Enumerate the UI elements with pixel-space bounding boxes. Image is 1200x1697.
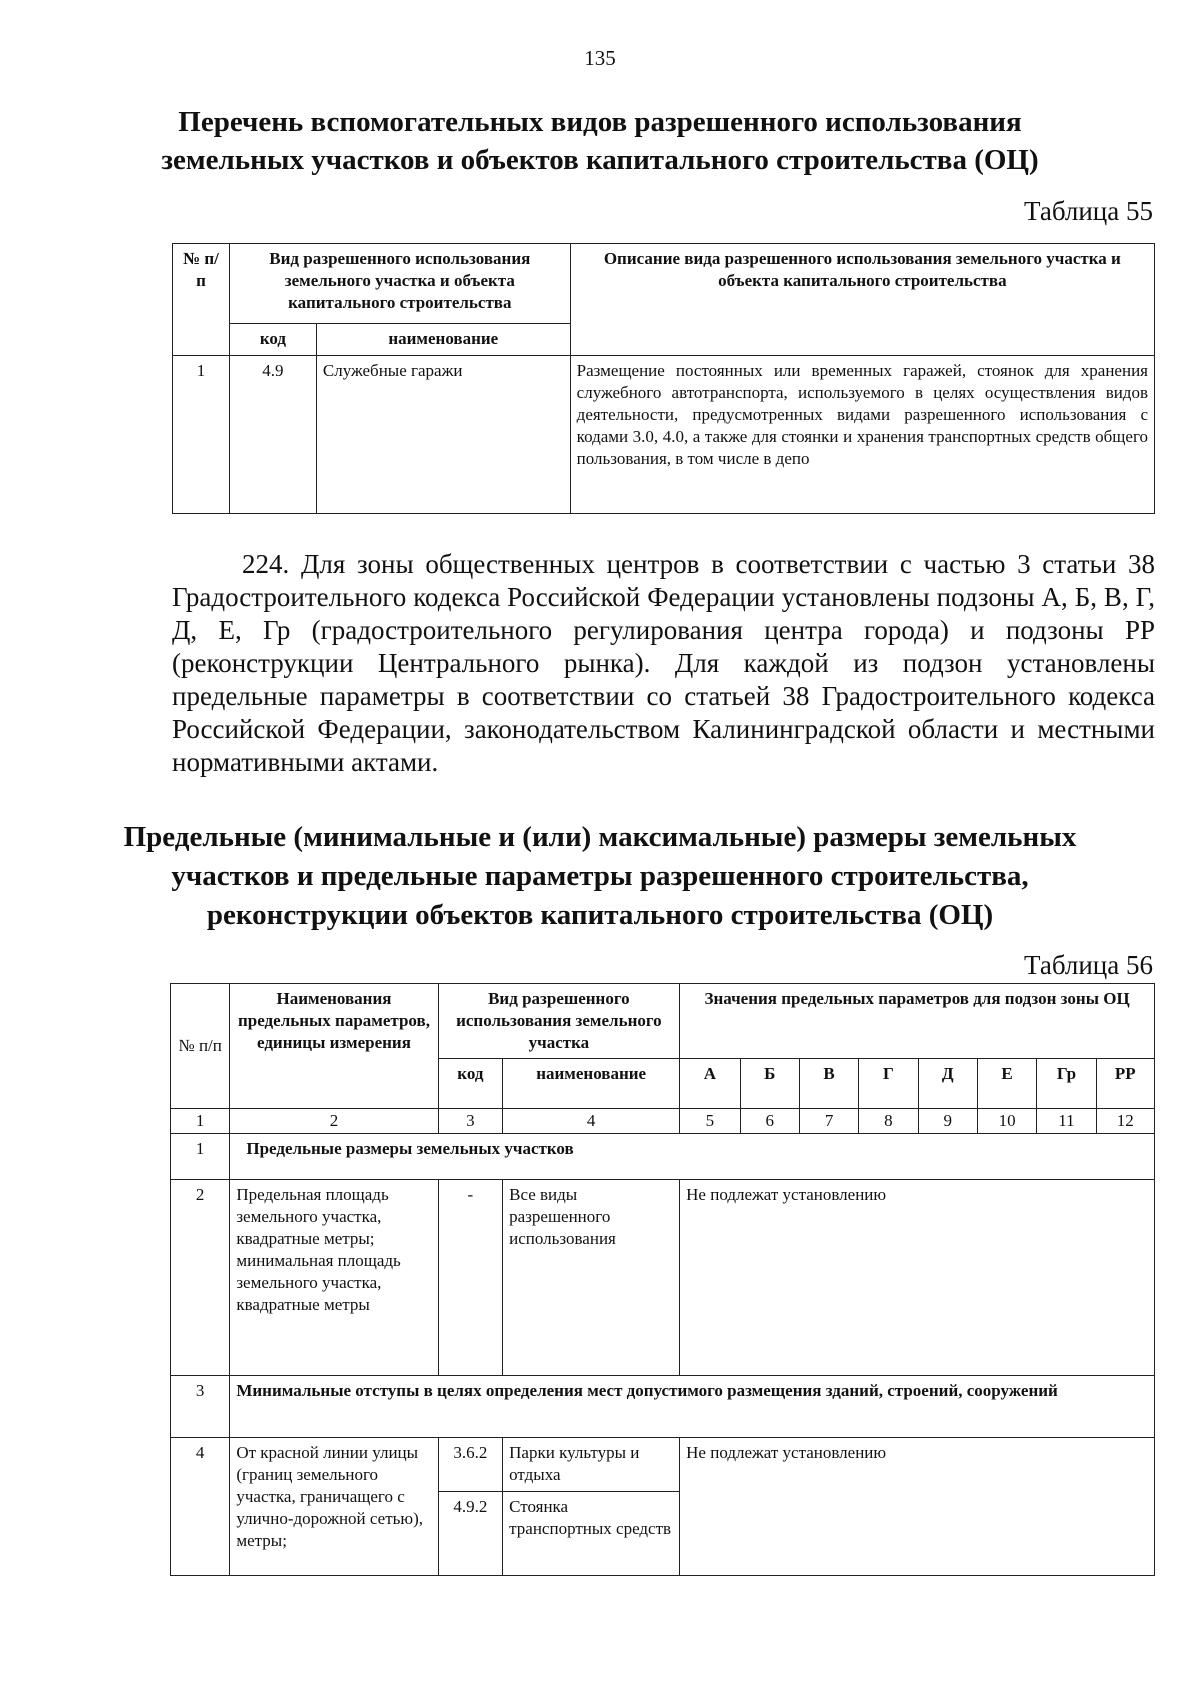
- param-plot-area: Предельная площадь земельного участка, квадратные метры; минимальная площадь земельного участка, квадратные метры: [230, 1180, 438, 1376]
- row-description: Размещение постоянных или временных гаражей, стоянок для хранения служебного автотранспорта, используемого в целях осуществления видов деятельности, предусмотренных видами разрешенного использования с кодами 3.0, 4.0, а также для стоянки и хранения транспортных средств общего пользования, в том числе в депо: [570, 356, 1154, 514]
- row-num: 1: [173, 356, 230, 514]
- subzone-rr: РР: [1096, 1059, 1154, 1109]
- header-code: код: [229, 324, 316, 356]
- heading-line: реконструкции объектов капитального строительства (ОЦ): [206, 899, 994, 931]
- name-cell: Все виды разрешенного использования: [503, 1180, 680, 1376]
- param-red-line: От красной линии улицы (границ земельного участка, граничащего с улично-дорожной сетью), метры;: [230, 1438, 438, 1576]
- code-cell: 4.9.2: [438, 1492, 503, 1576]
- row-num: 1: [171, 1134, 230, 1180]
- subzone-v: В: [799, 1059, 858, 1109]
- heading-line: Предельные (минимальные и (или) максимальные) размеры земельных: [123, 821, 1077, 853]
- header-num: № п/п: [171, 984, 230, 1109]
- subzone-d: Д: [918, 1059, 977, 1109]
- subzone-gr: Гр: [1037, 1059, 1096, 1109]
- header-kind: Вид разрешенного использования земельного участка: [438, 984, 680, 1059]
- section-land-plot-sizes: Предельные размеры земельных участков: [230, 1134, 1155, 1180]
- heading-line: Перечень вспомогательных видов разрешенного использования: [178, 106, 1022, 138]
- value-cell: Не подлежат установлению: [680, 1438, 1155, 1576]
- header-kind: Вид разрешенного использования земельного участка и объекта капитального строительства: [229, 244, 570, 324]
- row-num: 2: [171, 1180, 230, 1376]
- header-name: наименование: [316, 324, 570, 356]
- paragraph-224: [172, 548, 1155, 779]
- heading-line: участков и предельные параметры разрешенного строительства,: [171, 860, 1029, 892]
- subzone-e: Е: [977, 1059, 1036, 1109]
- subzone-g: Г: [859, 1059, 918, 1109]
- col-number: 5: [680, 1109, 740, 1134]
- table-55: [172, 243, 1155, 514]
- table-56: [170, 983, 1155, 1576]
- table56-caption: Таблица 56: [1024, 950, 1153, 980]
- col-number: 9: [918, 1109, 977, 1134]
- heading-line: земельных участков и объектов капитального строительства (ОЦ): [161, 144, 1039, 176]
- code-cell: -: [438, 1180, 503, 1376]
- header-num: № п/п: [173, 244, 230, 356]
- col-number: 11: [1037, 1109, 1096, 1134]
- name-cell: Стоянка транспортных средств: [503, 1492, 680, 1576]
- col-number: 12: [1096, 1109, 1154, 1134]
- page-number: 135: [584, 46, 616, 70]
- row-num: 4: [171, 1438, 230, 1576]
- col-number: 1: [171, 1109, 230, 1134]
- header-params: Наименования предельных параметров, единицы измерения: [230, 984, 438, 1109]
- name-cell: Парки культуры и отдыха: [503, 1438, 680, 1492]
- table55-caption: Таблица 55: [1024, 196, 1153, 226]
- header-description: Описание вида разрешенного использования земельного участка и объекта капитального строительства: [570, 244, 1154, 356]
- col-number: 3: [438, 1109, 503, 1134]
- header-name: наименование: [503, 1059, 680, 1109]
- section-min-setbacks: Минимальные отступы в целях определения мест допустимого размещения зданий, строений, сооружений: [230, 1376, 1155, 1438]
- paragraph-text: 224. Для зоны общественных центров в соответствии с частью 3 статьи 38 Градостроительного кодекса Российской Федерации установлены подзоны А, Б, В, Г, Д, Е, Гр (градостроительного регулирования центра города) и подзоны РР (реконструкции Центрального рынка). Для каждой из подзон установлены предельные параметры в соответствии со статьей 38 Градостроительного кодекса Российской Федерации, законодательством Калининградской области и местными нормативными актами.: [172, 549, 1155, 777]
- heading-limit-parameters: [100, 818, 1100, 935]
- col-number: 6: [740, 1109, 799, 1134]
- subzone-a: А: [680, 1059, 740, 1109]
- row-code: 4.9: [229, 356, 316, 514]
- code-cell: 3.6.2: [438, 1438, 503, 1492]
- heading-auxiliary-uses: [100, 103, 1100, 179]
- row-num: 3: [171, 1376, 230, 1438]
- value-cell: Не подлежат установлению: [680, 1180, 1155, 1376]
- header-values: Значения предельных параметров для подзон зоны ОЦ: [680, 984, 1155, 1059]
- col-number: 10: [977, 1109, 1036, 1134]
- col-number: 4: [503, 1109, 680, 1134]
- col-number: 8: [859, 1109, 918, 1134]
- header-code: код: [438, 1059, 503, 1109]
- row-name: Служебные гаражи: [316, 356, 570, 514]
- col-number: 7: [799, 1109, 858, 1134]
- col-number: 2: [230, 1109, 438, 1134]
- subzone-b: Б: [740, 1059, 799, 1109]
